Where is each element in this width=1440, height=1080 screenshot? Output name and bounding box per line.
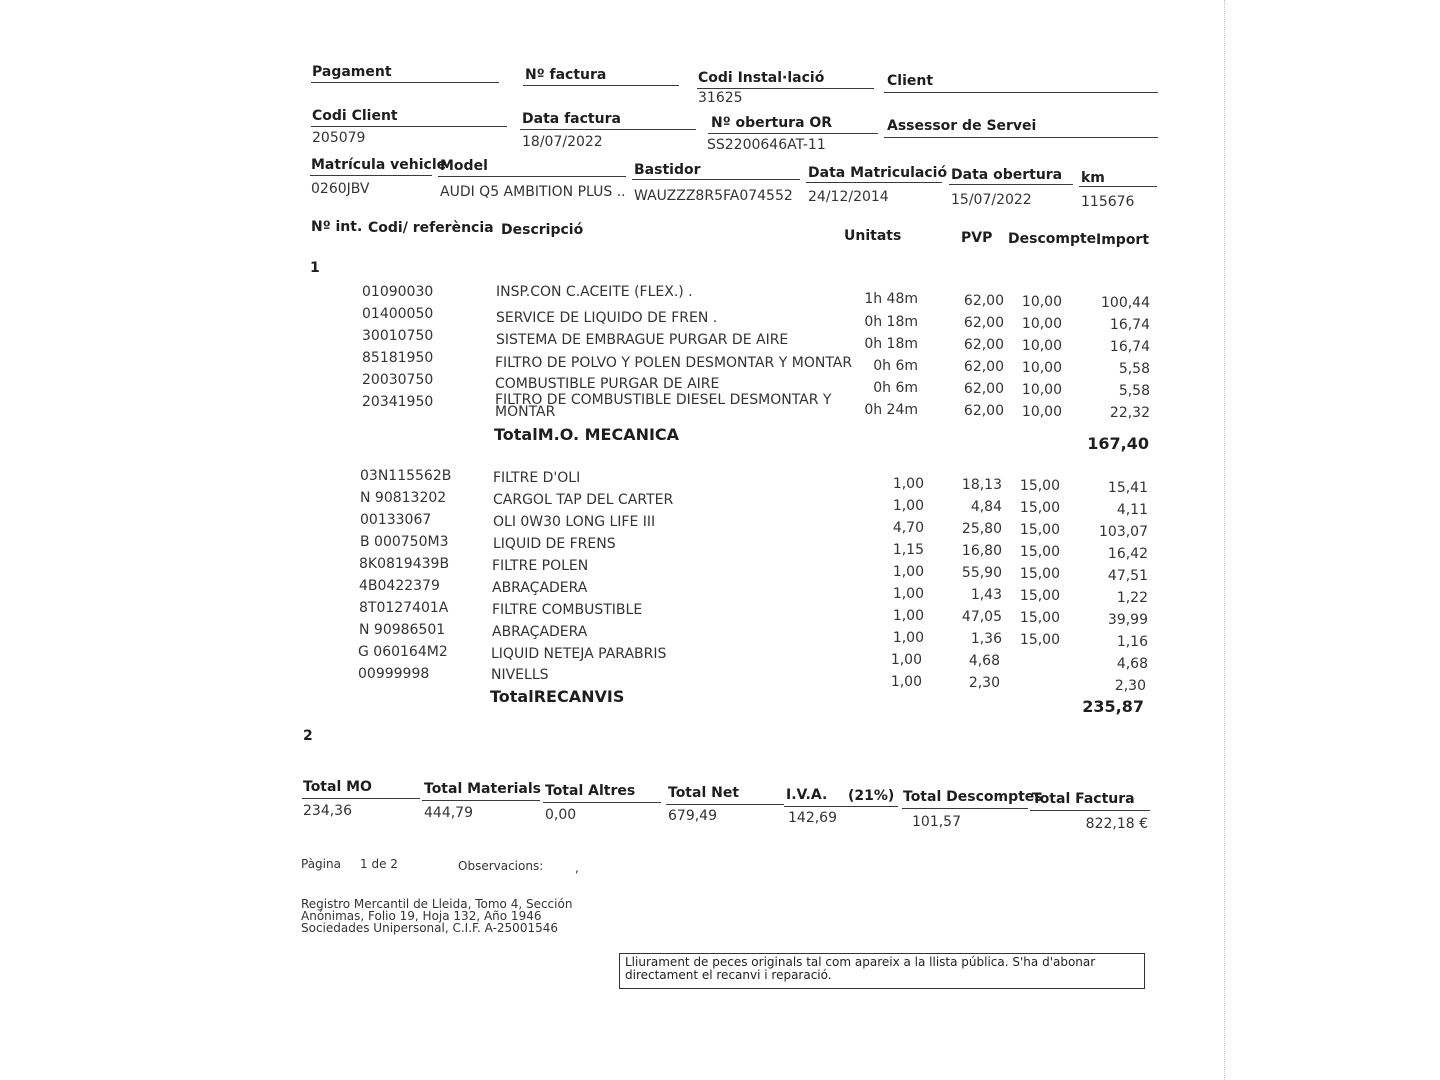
part-ref: G 060164M2	[358, 644, 448, 660]
labor-amount: 100,44	[1101, 295, 1150, 311]
labor-row	[0, 350, 1440, 377]
part-amount: 4,11	[1116, 502, 1148, 518]
part-pvp: 55,90	[961, 565, 1002, 581]
labor-row	[0, 328, 1440, 355]
part-amount: 16,42	[1107, 546, 1148, 562]
labor-units: 0h 6m	[873, 380, 918, 396]
part-ref: 03N115562B	[360, 468, 452, 484]
total-descomptes-value: 101,57	[912, 814, 961, 830]
part-units: 1,00	[892, 630, 924, 646]
total-materials-value: 444,79	[424, 805, 473, 821]
labor-ref: 01400050	[362, 306, 434, 322]
col-ref: Codi/ referència	[368, 220, 494, 236]
iva-rule	[784, 806, 898, 807]
total-net-rule	[666, 804, 784, 805]
part-amount: 2,30	[1114, 678, 1146, 694]
bastidor-label: Bastidor	[634, 162, 701, 178]
instal-label: Codi Instal·lació	[698, 70, 825, 86]
part-amount: 1,16	[1116, 634, 1148, 650]
total-net-value: 679,49	[668, 808, 717, 824]
total-factura-rule	[1030, 810, 1150, 811]
obertura-or-label: Nº obertura OR	[711, 115, 833, 131]
total-altres-rule	[543, 802, 661, 803]
labor-row	[0, 284, 1440, 311]
labor-units: 0h 6m	[873, 358, 918, 374]
labor-units: 0h 18m	[864, 314, 918, 330]
part-discount: 15,00	[1019, 478, 1060, 494]
group-1-number: 1	[310, 260, 320, 276]
registry-line-1: Registro Mercantil de Lleida, Tomo 4, Sección	[301, 897, 573, 911]
part-pvp: 16,80	[961, 543, 1002, 559]
labor-units: 0h 18m	[864, 336, 918, 352]
data-matric-label: Data Matriculació	[808, 165, 948, 181]
labor-discount: 10,00	[1021, 382, 1062, 398]
total-altres-label: Total Altres	[545, 783, 636, 799]
part-desc: FILTRE D'OLI	[493, 470, 581, 486]
matricula-label: Matrícula vehicle	[311, 157, 447, 173]
labor-row	[0, 372, 1440, 399]
part-desc: ABRAÇADERA	[492, 580, 588, 596]
codi-client-label: Codi Client	[312, 108, 398, 124]
part-ref: 4B0422379	[359, 578, 440, 594]
part-pvp: 4,68	[968, 653, 1000, 669]
part-desc: LIQUID NETEJA PARABRIS	[491, 646, 667, 662]
km-label: km	[1081, 170, 1105, 186]
labor-desc: INSP.CON C.ACEITE (FLEX.) .	[496, 284, 693, 300]
assessor-rule	[884, 137, 1158, 138]
col-discount: Descompte	[1008, 231, 1097, 247]
observations-value: ,	[575, 861, 579, 875]
parts-row	[0, 556, 1440, 584]
labor-desc-continued: MONTAR	[495, 404, 556, 420]
part-amount: 47,51	[1107, 568, 1148, 584]
labor-pvp: 62,00	[963, 315, 1004, 331]
part-pvp: 47,05	[961, 609, 1002, 625]
part-desc: OLI 0W30 LONG LIFE III	[493, 514, 656, 530]
labor-discount: 10,00	[1021, 316, 1062, 332]
part-pvp: 25,80	[961, 521, 1002, 537]
model-value: AUDI Q5 AMBITION PLUS ..	[440, 184, 626, 200]
part-desc: LIQUID DE FRENS	[493, 536, 616, 552]
labor-pvp: 62,00	[963, 381, 1004, 397]
labor-ref: 30010750	[362, 328, 434, 344]
part-discount: 15,00	[1019, 566, 1060, 582]
labor-amount: 16,74	[1109, 339, 1150, 355]
labor-ref: 20030750	[362, 372, 434, 388]
data-matric-rule	[806, 182, 942, 183]
assessor-label: Assessor de Servei	[887, 118, 1037, 134]
total-factura-label: Total Factura	[1032, 791, 1135, 807]
labor-total-label: TotalM.O. MECANICA	[494, 425, 680, 444]
model-rule	[438, 176, 626, 177]
labor-total-value: 167,40	[1087, 434, 1149, 453]
data-factura-rule	[520, 129, 696, 130]
part-amount: 4,68	[1116, 656, 1148, 672]
labor-discount: 10,00	[1021, 404, 1062, 420]
parts-row	[0, 644, 1440, 672]
note-line-2: directament el recanvi i reparació.	[625, 968, 832, 982]
registry-line-3: Sociedades Unipersonal, C.I.F. A-25001546	[301, 921, 558, 935]
part-discount: 15,00	[1019, 522, 1060, 538]
labor-amount: 22,32	[1109, 405, 1150, 421]
labor-ref: 20341950	[362, 394, 434, 410]
model-label: Model	[440, 158, 488, 174]
part-units: 1,00	[892, 564, 924, 580]
parts-row	[0, 468, 1440, 496]
total-mo-rule	[302, 798, 420, 799]
part-discount: 15,00	[1019, 632, 1060, 648]
col-units: Unitats	[844, 228, 902, 244]
note-line-1: Lliurament de peces originals tal com apareix a la llista pública. S'ha d'abonar	[625, 955, 1096, 969]
parts-row	[0, 600, 1440, 628]
part-units: 1,00	[890, 652, 922, 668]
data-matric-value: 24/12/2014	[808, 189, 889, 205]
part-desc: ABRAÇADERA	[492, 624, 588, 640]
col-pvp: PVP	[961, 230, 993, 246]
matricula-rule	[310, 175, 432, 176]
part-discount: 15,00	[1019, 500, 1060, 516]
total-descomptes-label: Total Descomptes	[903, 789, 1043, 805]
client-label: Client	[887, 73, 934, 89]
total-mo-value: 234,36	[303, 803, 352, 819]
page-value: 1 de 2	[360, 857, 398, 871]
part-discount: 15,00	[1019, 588, 1060, 604]
data-obertura-value: 15/07/2022	[951, 192, 1032, 208]
col-desc: Descripció	[501, 222, 584, 238]
part-ref: 8T0127401A	[359, 600, 449, 616]
labor-row	[0, 394, 1440, 424]
parts-row	[0, 490, 1440, 518]
part-units: 1,00	[892, 476, 924, 492]
labor-ref: 01090030	[362, 284, 434, 300]
part-amount: 15,41	[1107, 480, 1148, 496]
part-ref: N 90813202	[360, 490, 447, 506]
labor-desc: FILTRO DE COMBUSTIBLE DIESEL DESMONTAR Y	[495, 392, 832, 408]
labor-pvp: 62,00	[963, 293, 1004, 309]
iva-rate: (21%)	[848, 788, 895, 804]
observations-label: Observacions:	[458, 859, 544, 873]
labor-amount: 5,58	[1118, 361, 1150, 377]
codi-client-value: 205079	[312, 130, 366, 146]
labor-units: 0h 24m	[864, 402, 918, 418]
pagament-rule	[311, 82, 499, 83]
part-units: 4,70	[892, 520, 924, 536]
km-value: 115676	[1081, 194, 1135, 210]
parts-total-value: 235,87	[1082, 697, 1144, 716]
part-ref: 8K0819439B	[359, 556, 450, 572]
labor-desc: SISTEMA DE EMBRAGUE PURGAR DE AIRE	[496, 332, 789, 348]
parts-row	[0, 534, 1440, 562]
parts-total-label: TotalRECANVIS	[490, 687, 625, 706]
part-desc: NIVELLS	[491, 667, 549, 683]
registry-line-2: Anónimas, Folio 19, Hoja 132, Año 1946	[301, 909, 542, 923]
labor-pvp: 62,00	[963, 403, 1004, 419]
labor-desc: COMBUSTIBLE PURGAR DE AIRE	[495, 376, 720, 392]
data-factura-value: 18/07/2022	[522, 134, 603, 150]
labor-pvp: 62,00	[963, 359, 1004, 375]
part-units: 1,00	[892, 608, 924, 624]
page-label: Pàgina	[301, 857, 341, 871]
labor-amount: 16,74	[1109, 317, 1150, 333]
part-units: 1,00	[890, 674, 922, 690]
part-discount: 15,00	[1019, 610, 1060, 626]
part-pvp: 1,43	[970, 587, 1002, 603]
client-rule	[884, 92, 1158, 93]
note-box	[619, 953, 1145, 989]
part-ref: N 90986501	[359, 622, 446, 638]
factura-rule	[523, 85, 679, 86]
part-pvp: 2,30	[968, 675, 1000, 691]
labor-amount: 5,58	[1118, 383, 1150, 399]
total-factura-value: 822,18 €	[1085, 816, 1148, 832]
parts-row	[0, 666, 1440, 694]
km-rule	[1079, 186, 1157, 187]
parts-row	[0, 622, 1440, 650]
part-pvp: 1,36	[970, 631, 1002, 647]
total-altres-value: 0,00	[545, 807, 577, 823]
labor-ref: 85181950	[362, 350, 434, 366]
total-materials-rule	[422, 800, 540, 801]
col-import: Import	[1096, 232, 1150, 248]
col-int: Nº int.	[311, 219, 363, 235]
instal-value: 31625	[698, 90, 743, 106]
part-units: 1,00	[892, 586, 924, 602]
total-materials-label: Total Materials	[424, 781, 541, 797]
labor-discount: 10,00	[1021, 338, 1062, 354]
part-desc: FILTRE POLEN	[492, 558, 589, 574]
part-discount: 15,00	[1019, 544, 1060, 560]
part-ref: B 000750M3	[360, 534, 449, 550]
labor-pvp: 62,00	[963, 337, 1004, 353]
labor-units: 1h 48m	[864, 291, 918, 307]
codi-client-rule	[311, 126, 507, 127]
bastidor-rule	[632, 179, 800, 180]
data-factura-label: Data factura	[522, 111, 621, 127]
part-desc: FILTRE COMBUSTIBLE	[492, 602, 643, 618]
iva-label: I.V.A.	[786, 787, 828, 803]
bastidor-value: WAUZZZ8R5FA074552	[634, 188, 793, 204]
part-amount: 39,99	[1107, 612, 1148, 628]
parts-row	[0, 578, 1440, 606]
total-descomptes-rule	[902, 808, 1028, 809]
total-mo-label: Total MO	[303, 779, 372, 795]
data-obertura-rule	[949, 184, 1073, 185]
part-desc: CARGOL TAP DEL CARTER	[493, 492, 674, 508]
factura-label: Nº factura	[525, 67, 607, 83]
part-amount: 1,22	[1116, 590, 1148, 606]
instal-rule	[697, 88, 874, 89]
labor-row	[0, 306, 1440, 333]
data-obertura-label: Data obertura	[951, 167, 1063, 183]
group-2-number: 2	[303, 728, 313, 744]
obertura-or-value: SS2200646AT-11	[707, 137, 826, 153]
part-ref: 00133067	[360, 512, 432, 528]
part-amount: 103,07	[1099, 524, 1148, 540]
part-pvp: 18,13	[961, 477, 1002, 493]
iva-value: 142,69	[788, 810, 837, 826]
part-pvp: 4,84	[970, 499, 1002, 515]
obertura-or-rule	[708, 133, 878, 134]
part-units: 1,00	[892, 498, 924, 514]
labor-desc: FILTRO DE POLVO Y POLEN DESMONTAR Y MONTAR	[495, 355, 853, 371]
labor-discount: 10,00	[1021, 360, 1062, 376]
labor-discount: 10,00	[1021, 294, 1062, 310]
total-net-label: Total Net	[668, 785, 740, 801]
pagament-label: Pagament	[312, 64, 392, 80]
matricula-value: 0260JBV	[311, 181, 370, 197]
parts-row	[0, 512, 1440, 540]
part-ref: 00999998	[358, 666, 430, 682]
labor-desc: SERVICE DE LIQUIDO DE FREN .	[496, 310, 718, 326]
part-units: 1,15	[892, 542, 924, 558]
